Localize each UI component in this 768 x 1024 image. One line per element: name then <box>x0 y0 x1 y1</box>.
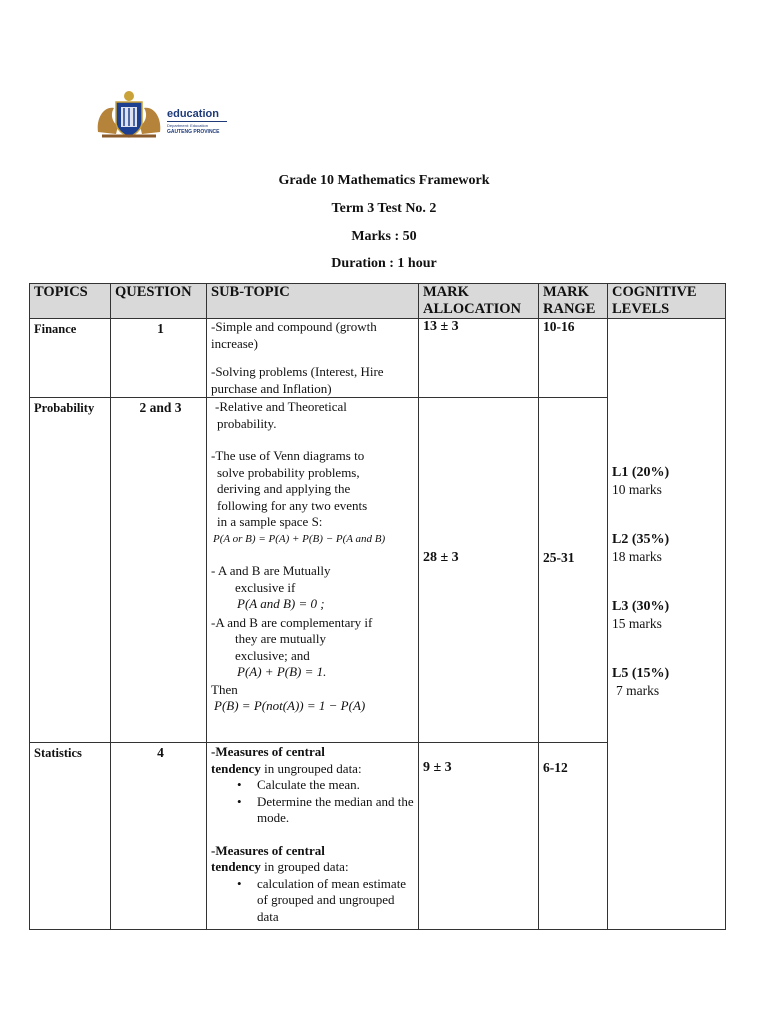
document-title: Grade 10 Mathematics Framework <box>278 173 490 188</box>
term-test: Term 3 Test No. 2 <box>331 201 437 216</box>
header-row <box>30 284 726 319</box>
logo-department: Department: Education <box>167 123 208 128</box>
table-row-finance <box>30 319 726 398</box>
allocation-finance: 13 ± 3 <box>419 319 539 398</box>
level-2: L2 (35%) 18 marks <box>612 532 670 564</box>
header-topics: TOPICS <box>30 284 111 319</box>
list-item: • Calculate the mean. <box>257 777 418 794</box>
logo-province: GAUTENG PROVINCE <box>167 129 220 135</box>
range-finance: 10-16 <box>539 319 608 398</box>
ungrouped-data-list <box>211 777 418 827</box>
header-mark-range: MARK RANGE <box>539 284 608 319</box>
subtopic-probability: -Relative and Theoretical probability. -The use of Venn diagrams to solve probability problems, deriving and applying the following for any two events in a sample space S: P(A or B) = P(A) + P(B) − P(A and B) - A and B are Mutually exclusive if P(A and B) = 0 ; -A and B are complementary if they are mutually exclusive; and P(A) + P(B) = 1. Then P(B) = P(not(A)) = 1 − P(A) <box>207 398 419 743</box>
logo-wordmark: education <box>167 108 219 120</box>
range-probability: 25-31 <box>539 398 608 743</box>
question-finance: 1 <box>111 319 207 398</box>
gauteng-education-logo <box>94 88 234 140</box>
subtopic-finance: -Simple and compound (growth increase) -Solving problems (Interest, Hire purchase and Inflation) <box>207 319 419 398</box>
duration: Duration : 1 hour <box>331 256 437 271</box>
framework-table <box>29 283 726 930</box>
coat-of-arms-icon <box>94 88 164 140</box>
total-marks: Marks : 50 <box>351 229 417 244</box>
list-item: • Determine the median and the mode. <box>257 794 418 827</box>
header-question: QUESTION <box>111 284 207 319</box>
allocation-probability: 28 ± 3 <box>419 398 539 743</box>
header-subtopic: SUB-TOPIC <box>207 284 419 319</box>
topic-finance: Finance <box>30 319 111 398</box>
topic-probability: Probability <box>30 398 111 743</box>
question-statistics: 4 <box>111 743 207 930</box>
level-3: L3 (30%) 15 marks <box>612 599 670 631</box>
header-mark-allocation: MARK ALLOCATION <box>419 284 539 319</box>
topic-statistics: Statistics <box>30 743 111 930</box>
list-item: • calculation of mean estimate of grouped and ungrouped data <box>257 876 418 926</box>
question-probability: 2 and 3 <box>111 398 207 743</box>
header-cognitive-levels: COGNITIVE LEVELS <box>608 284 726 319</box>
logo-rule <box>167 121 227 122</box>
level-5: L5 (15%) 7 marks <box>612 666 670 698</box>
level-1: L1 (20%) 10 marks <box>612 465 670 497</box>
grouped-data-list <box>211 876 418 926</box>
range-statistics: 6-12 <box>539 743 608 930</box>
cognitive-levels <box>608 319 726 930</box>
subtopic-statistics: -Measures of central tendency in ungrouped data: • Calculate the mean. • Determine the median and the mode. -Measures of central tendency in grouped data: • calculation of mean estimate of grouped and ungrouped data <box>207 743 419 930</box>
allocation-statistics: 9 ± 3 <box>419 743 539 930</box>
